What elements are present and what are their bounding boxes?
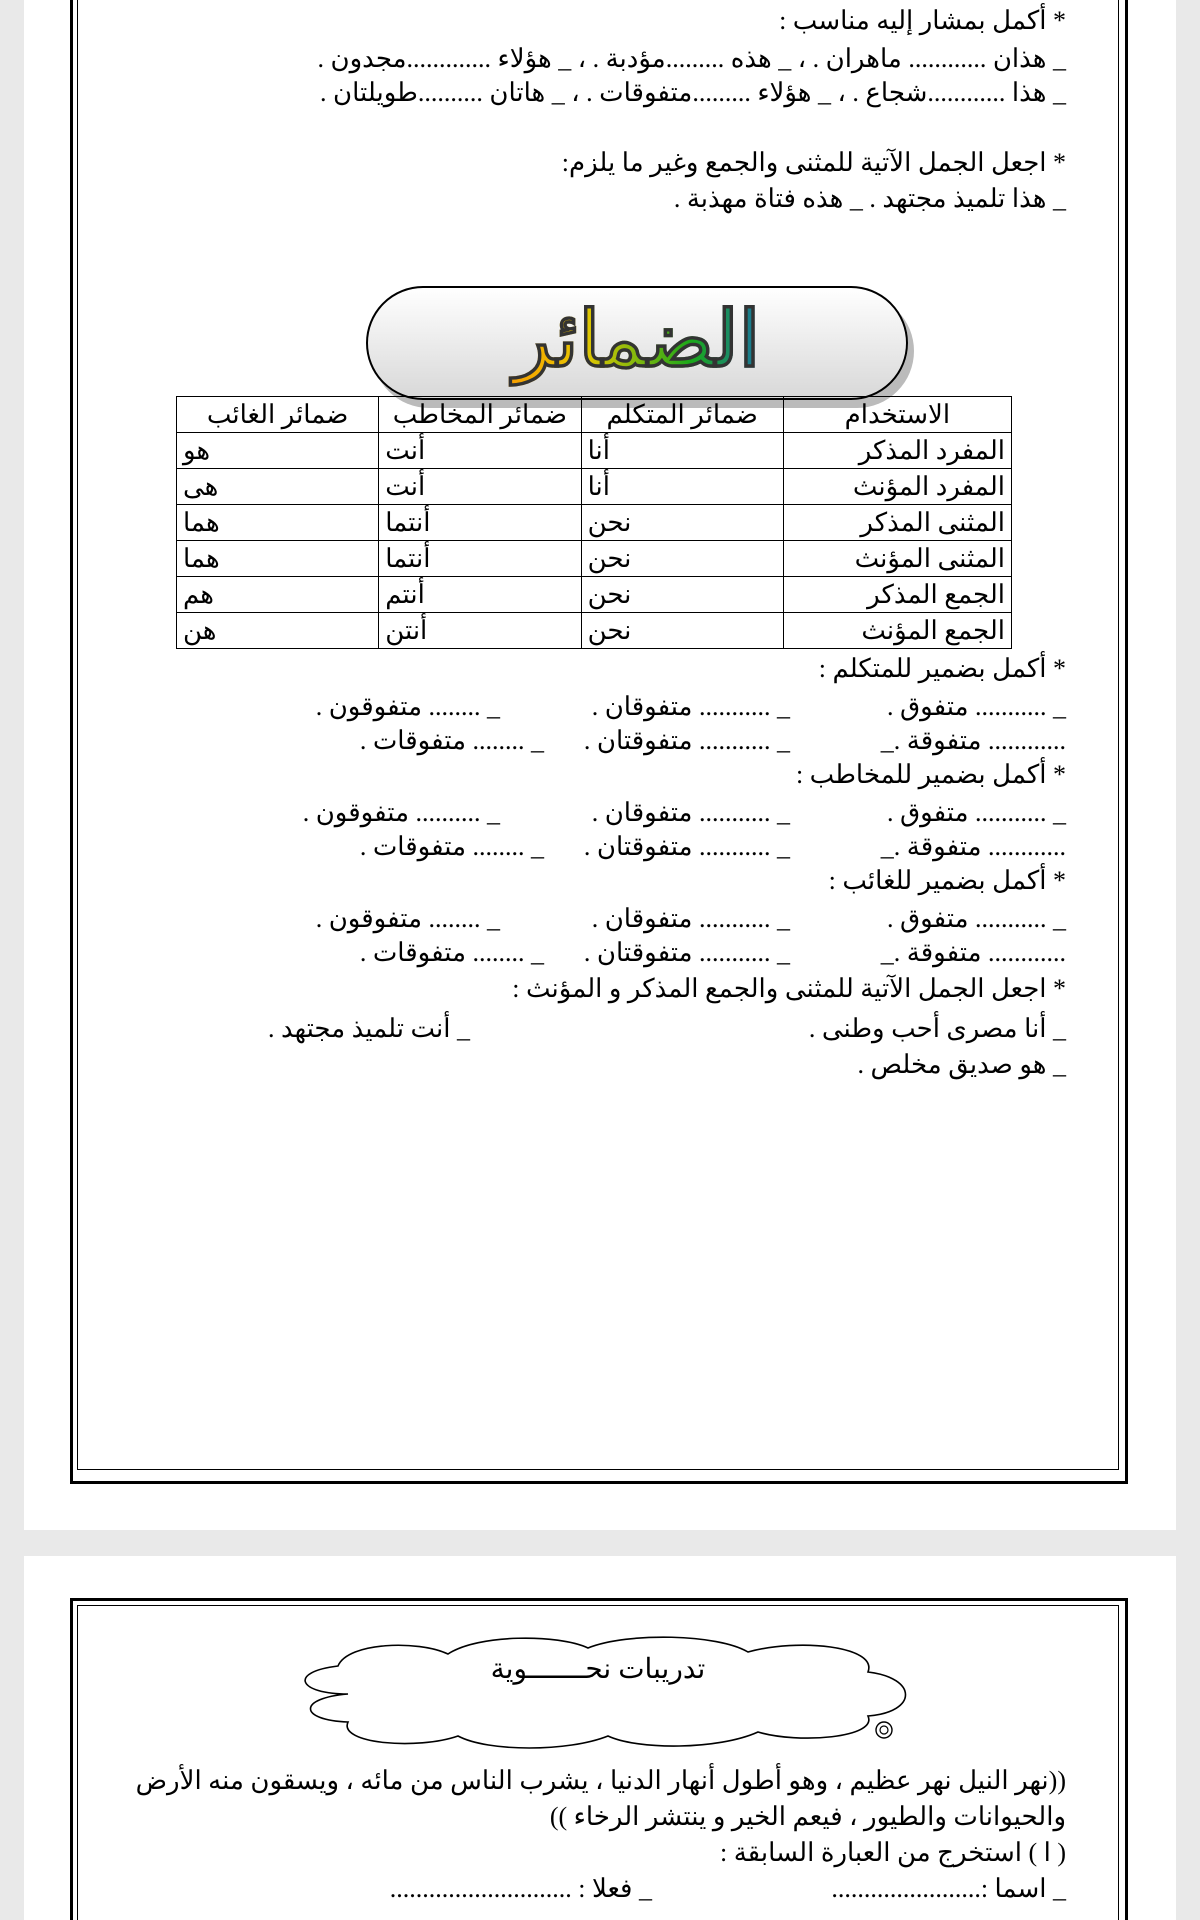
table-cell: الجمع المذكر <box>783 577 1011 613</box>
exercise-item: ............ متفوقة ._ <box>880 726 1066 755</box>
exercise-item: _ ........... متفوقتان . <box>583 938 790 967</box>
exercise-item: _ ........... متفوقتان . <box>583 726 790 755</box>
exercise-item: _ ........... متفوقان . <box>591 798 790 827</box>
table-header: ضمائر الغائب <box>177 397 379 433</box>
exercise-line: _ هذان ............ ماهران . ، _ هذه .........مؤدبة . ، _ هؤلاء .............مجدون . <box>317 44 1066 73</box>
exercise-item: ............ متفوقة ._ <box>880 832 1066 861</box>
exercise-line: _ هذا تلميذ مجتهد . _ هذه فتاة مهذبة . <box>673 184 1066 213</box>
table-cell: هن <box>177 613 379 649</box>
exercise-item: _ ........ متفوقات . <box>359 832 544 861</box>
table-cell: هما <box>177 541 379 577</box>
exercise-item: _ أنت تلميذ مجتهد . <box>267 1014 470 1043</box>
worksheet-page-2 <box>24 1556 1176 1920</box>
table-cell: المفرد المذكر <box>783 433 1011 469</box>
table-cell: هى <box>177 469 379 505</box>
table-header: ضمائر المتكلم <box>581 397 783 433</box>
table-row <box>177 577 1012 613</box>
section-title: الضمائر <box>368 290 906 390</box>
table-cell: الجمع المؤنث <box>783 613 1011 649</box>
table-cell: أنت <box>379 469 581 505</box>
exercise-item: ............ متفوقة ._ <box>880 938 1066 967</box>
exercise-item: _ ........... متفوق . <box>886 692 1066 721</box>
exercise-item: _ ........ متفوقات . <box>359 938 544 967</box>
table-cell: المثنى المذكر <box>783 505 1011 541</box>
task-heading: ( ا ) استخرج من العبارة السابقة : <box>720 1838 1066 1867</box>
table-row <box>177 433 1012 469</box>
worksheet-page-1 <box>24 0 1176 1530</box>
exercise-item: _ ........... متفوق . <box>886 798 1066 827</box>
table-cell: أنت <box>379 433 581 469</box>
exercise-item: _ ........... متفوق . <box>886 904 1066 933</box>
table-row <box>177 505 1012 541</box>
table-header-row <box>177 397 1012 433</box>
section-title-banner <box>366 286 908 400</box>
exercise-heading-absent: * أكمل بضمير للغائب : <box>828 866 1066 895</box>
table-cell: أنا <box>581 469 783 505</box>
exercise-heading-addressee: * أكمل بضمير للمخاطب : <box>795 760 1066 789</box>
table-cell: نحن <box>581 541 783 577</box>
exercise-heading-speaker: * أكمل بضمير للمتكلم : <box>818 654 1066 683</box>
exercise-heading-demonstratives: * أكمل بمشار إليه مناسب : <box>779 6 1066 35</box>
exercise-heading-plural: * اجعل الجمل الآتية للمثنى والجمع وغير ما يلزم: <box>561 148 1066 177</box>
table-cell: نحن <box>581 505 783 541</box>
table-cell: المفرد المؤنث <box>783 469 1011 505</box>
table-cell: هما <box>177 505 379 541</box>
table-cell: هو <box>177 433 379 469</box>
table-cell: نحن <box>581 613 783 649</box>
table-cell: أنتم <box>379 577 581 613</box>
exercise-item: _ ........... متفوقان . <box>591 904 790 933</box>
table-cell: هم <box>177 577 379 613</box>
table-cell: نحن <box>581 577 783 613</box>
table-cell: أنتما <box>379 541 581 577</box>
cloud-banner <box>278 1632 918 1752</box>
pronouns-table <box>176 396 1012 649</box>
answer-line: _ فعلا : ............................ <box>389 1874 652 1903</box>
table-cell: أنا <box>581 433 783 469</box>
exercise-heading-transform: * اجعل الجمل الآتية للمثنى والجمع المذكر و المؤنث : <box>512 974 1066 1003</box>
table-cell: أنتما <box>379 505 581 541</box>
exercise-item: _ ........ متفوقون . <box>315 692 500 721</box>
exercise-item: _ هو صديق مخلص . <box>857 1050 1066 1079</box>
exercise-line: _ هذا ............شجاع . ، _ هؤلاء .........متفوقات . ، _ هاتان ..........طويلتان . <box>320 78 1066 107</box>
table-cell: أنتن <box>379 613 581 649</box>
table-header: الاستخدام <box>783 397 1011 433</box>
table-header: ضمائر المخاطب <box>379 397 581 433</box>
exercise-item: _ .......... متفوقون . <box>302 798 500 827</box>
exercise-item: _ ........... متفوقتان . <box>583 832 790 861</box>
table-row <box>177 613 1012 649</box>
exercise-item: _ ........ متفوقون . <box>315 904 500 933</box>
table-row <box>177 469 1012 505</box>
table-cell: المثنى المؤنث <box>783 541 1011 577</box>
exercise-item: _ ........ متفوقات . <box>359 726 544 755</box>
table-row <box>177 541 1012 577</box>
passage-line: ((نهر النيل نهر عظيم ، وهو أطول أنهار الدنيا ، يشرب الناس من مائه ، ويسقون منه الأرض <box>135 1766 1066 1795</box>
passage-line: والحيوانات والطيور ، فيعم الخير و ينتشر الرخاء )) <box>549 1802 1066 1831</box>
exercise-item: _ ........... متفوقان . <box>591 692 790 721</box>
exercise-title: تدريبات نحـــــــوية <box>490 1654 706 1685</box>
exercise-item: _ أنا مصرى أحب وطنى . <box>808 1014 1066 1043</box>
answer-line: _ اسما :....................... <box>831 1874 1066 1903</box>
